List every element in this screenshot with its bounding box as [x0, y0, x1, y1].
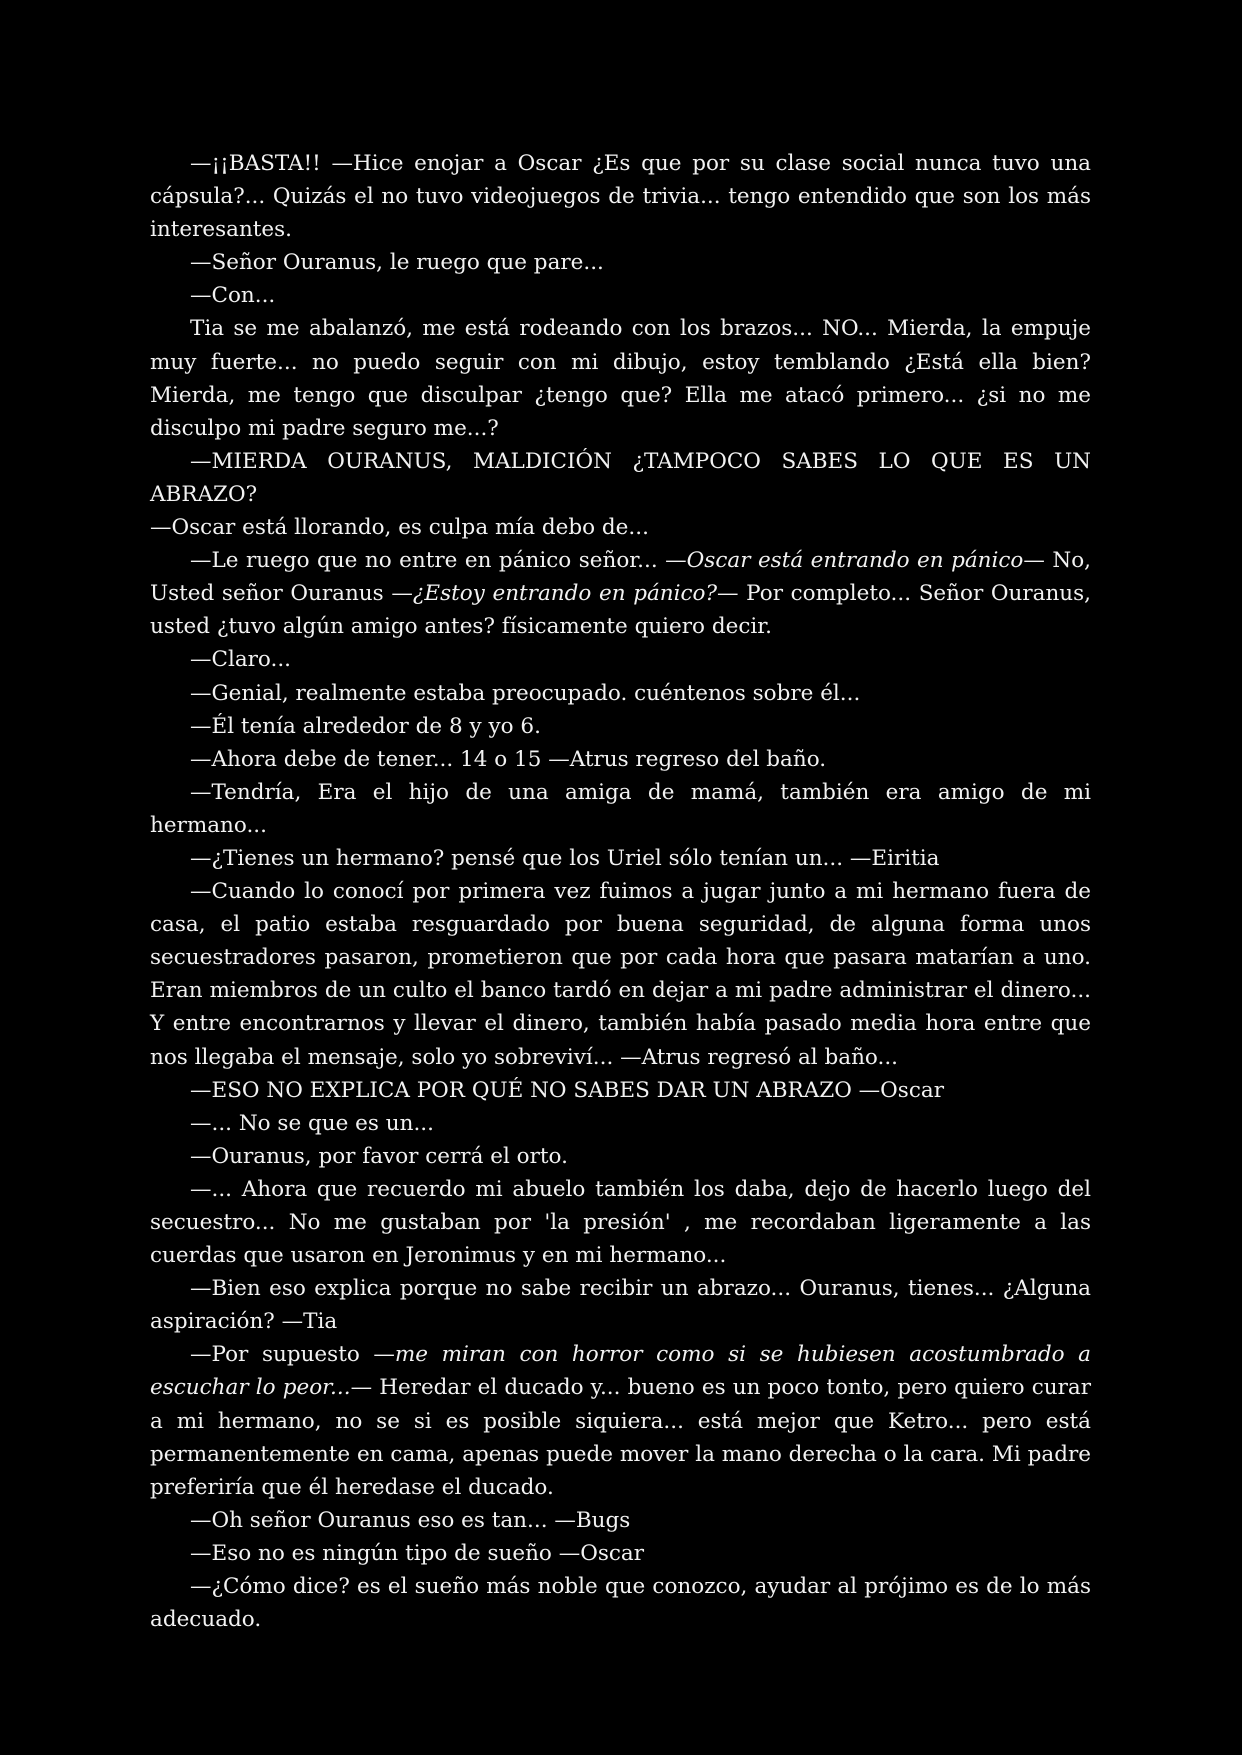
text-segment: — Por completo... Señor Ouranus, usted ¿tuvo algún amigo antes? físicamente quiero decir.: [150, 581, 1092, 640]
text-segment: —Cuando lo conocí por primera vez fuimos a jugar junto a mi hermano fuera de casa, el patio estaba resguardado por buena seguridad, de alguna forma unos secuestradores pasaron, prometieron que por cada hora que pasara matarían a uno. Eran miembros de un culto el banco tardó en dejar a mi padre administrar el dinero... Y entre encontrarnos y llevar el dinero, también había pasado media hora entre que nos llegaba el mensaje, solo yo sobreviví... —Atrus regresó al baño...: [150, 879, 1091, 1070]
paragraph: [150, 1140, 1091, 1173]
text-segment: —Le ruego que no entre en pánico señor... —: [190, 548, 687, 574]
paragraph: [150, 1074, 1091, 1107]
text-segment: —... Ahora que recuerdo mi abuelo también los daba, dejo de hacerlo luego del secuestro... No me gustaban por 'la presión' , me recordaban ligeramente a las cuerdas que usaron en Jeronimus y en mi hermano...: [150, 1176, 1091, 1269]
paragraph: [150, 677, 1091, 710]
paragraph: [150, 279, 1091, 312]
paragraph: [150, 1272, 1091, 1338]
paragraph: [150, 511, 1091, 544]
text-segment: —Genial, realmente estaba preocupado. cuéntenos sobre él...: [190, 680, 861, 706]
italic-text: Oscar está entrando en pánico: [686, 548, 1024, 574]
paragraph: [150, 1338, 1091, 1503]
text-segment: —¿Tienes un hermano? pensé que los Uriel sólo tenían un... —Eiritia: [190, 845, 940, 871]
paragraph: [150, 147, 1091, 246]
text-segment: —MIERDA OURANUS, MALDICIÓN ¿TAMPOCO SABES LO QUE ES UN ABRAZO?: [150, 448, 1091, 507]
paragraph: [150, 1570, 1091, 1636]
text-segment: —Claro...: [190, 647, 291, 673]
text-segment: —¿Cómo dice? es el sueño más noble que conozco, ayudar al prójimo es de lo más adecuado.: [150, 1574, 1091, 1633]
paragraph: [150, 1107, 1091, 1140]
paragraph: [150, 842, 1091, 875]
text-segment: —Con...: [190, 283, 276, 309]
paragraph: [150, 776, 1091, 842]
text-segment: —Tendría, Era el hijo de una amiga de mamá, también era amigo de mi hermano...: [150, 779, 1091, 838]
text-segment: —Ahora debe de tener... 14 o 15 —Atrus regreso del baño.: [190, 746, 827, 772]
text-segment: —... No se que es un...: [190, 1110, 434, 1136]
paragraph: [150, 743, 1091, 776]
paragraph: [150, 875, 1091, 1074]
text-segment: —ESO NO EXPLICA POR QUÉ NO SABES DAR UN ABRAZO —Oscar: [190, 1077, 944, 1103]
text-segment: — Heredar el ducado y... bueno es un poco tonto, pero quiero curar a mi hermano, no se si es posible siquiera... está mejor que Ketro... pero está permanentemente en cama, apenas puede mover la mano derecha o la cara. Mi padre preferiría que él heredase el ducado.: [150, 1375, 1092, 1500]
text-segment: —Eso no es ningún tipo de sueño —Oscar: [190, 1540, 644, 1566]
paragraph: [150, 710, 1091, 743]
text-segment: —¡¡BASTA!! —Hice enojar a Oscar ¿Es que por su clase social nunca tuvo una cápsula?... Quizás el no tuvo videojuegos de trivia... tengo entendido que son los más interesantes.: [150, 151, 1091, 243]
paragraph: [150, 1537, 1091, 1570]
text-segment: —Bien eso explica porque no sabe recibir un abrazo... Ouranus, tienes... ¿Alguna aspiración? —Tia: [150, 1276, 1091, 1335]
paragraph: [150, 643, 1091, 676]
text-segment: — No, Usted señor Ouranus —: [150, 548, 1091, 607]
text-segment: Tia se me abalanzó, me está rodeando con los brazos... NO... Mierda, la empuje muy fuerte... no puedo seguir con mi dibujo, estoy temblando ¿Está ella bien? Mierda, me tengo que disculpar ¿tengo que? Ella me atacó primero... ¿si no me disculpo mi padre seguro me...?: [150, 316, 1091, 441]
paragraph: [150, 544, 1091, 643]
text-segment: —Por supuesto —: [190, 1342, 395, 1368]
text-segment: —Oscar está llorando, es culpa mía debo de...: [150, 515, 649, 541]
text-segment: —Oh señor Ouranus eso es tan... —Bugs: [190, 1507, 631, 1533]
paragraph: [150, 1173, 1091, 1272]
italic-text: ¿Estoy entrando en pánico?: [412, 581, 718, 607]
paragraph: [150, 1504, 1091, 1537]
italic-text: me miran con horror como si se hubiesen acostumbrado a escuchar lo peor...: [150, 1342, 1091, 1401]
text-segment: —Ouranus, por favor cerrá el orto.: [190, 1143, 568, 1169]
paragraph: [150, 312, 1091, 444]
page-text: [150, 147, 1091, 1636]
paragraph: [150, 246, 1091, 279]
text-segment: —Señor Ouranus, le ruego que pare...: [190, 250, 604, 276]
paragraph: [150, 445, 1091, 511]
text-segment: —Él tenía alrededor de 8 y yo 6.: [190, 713, 541, 739]
